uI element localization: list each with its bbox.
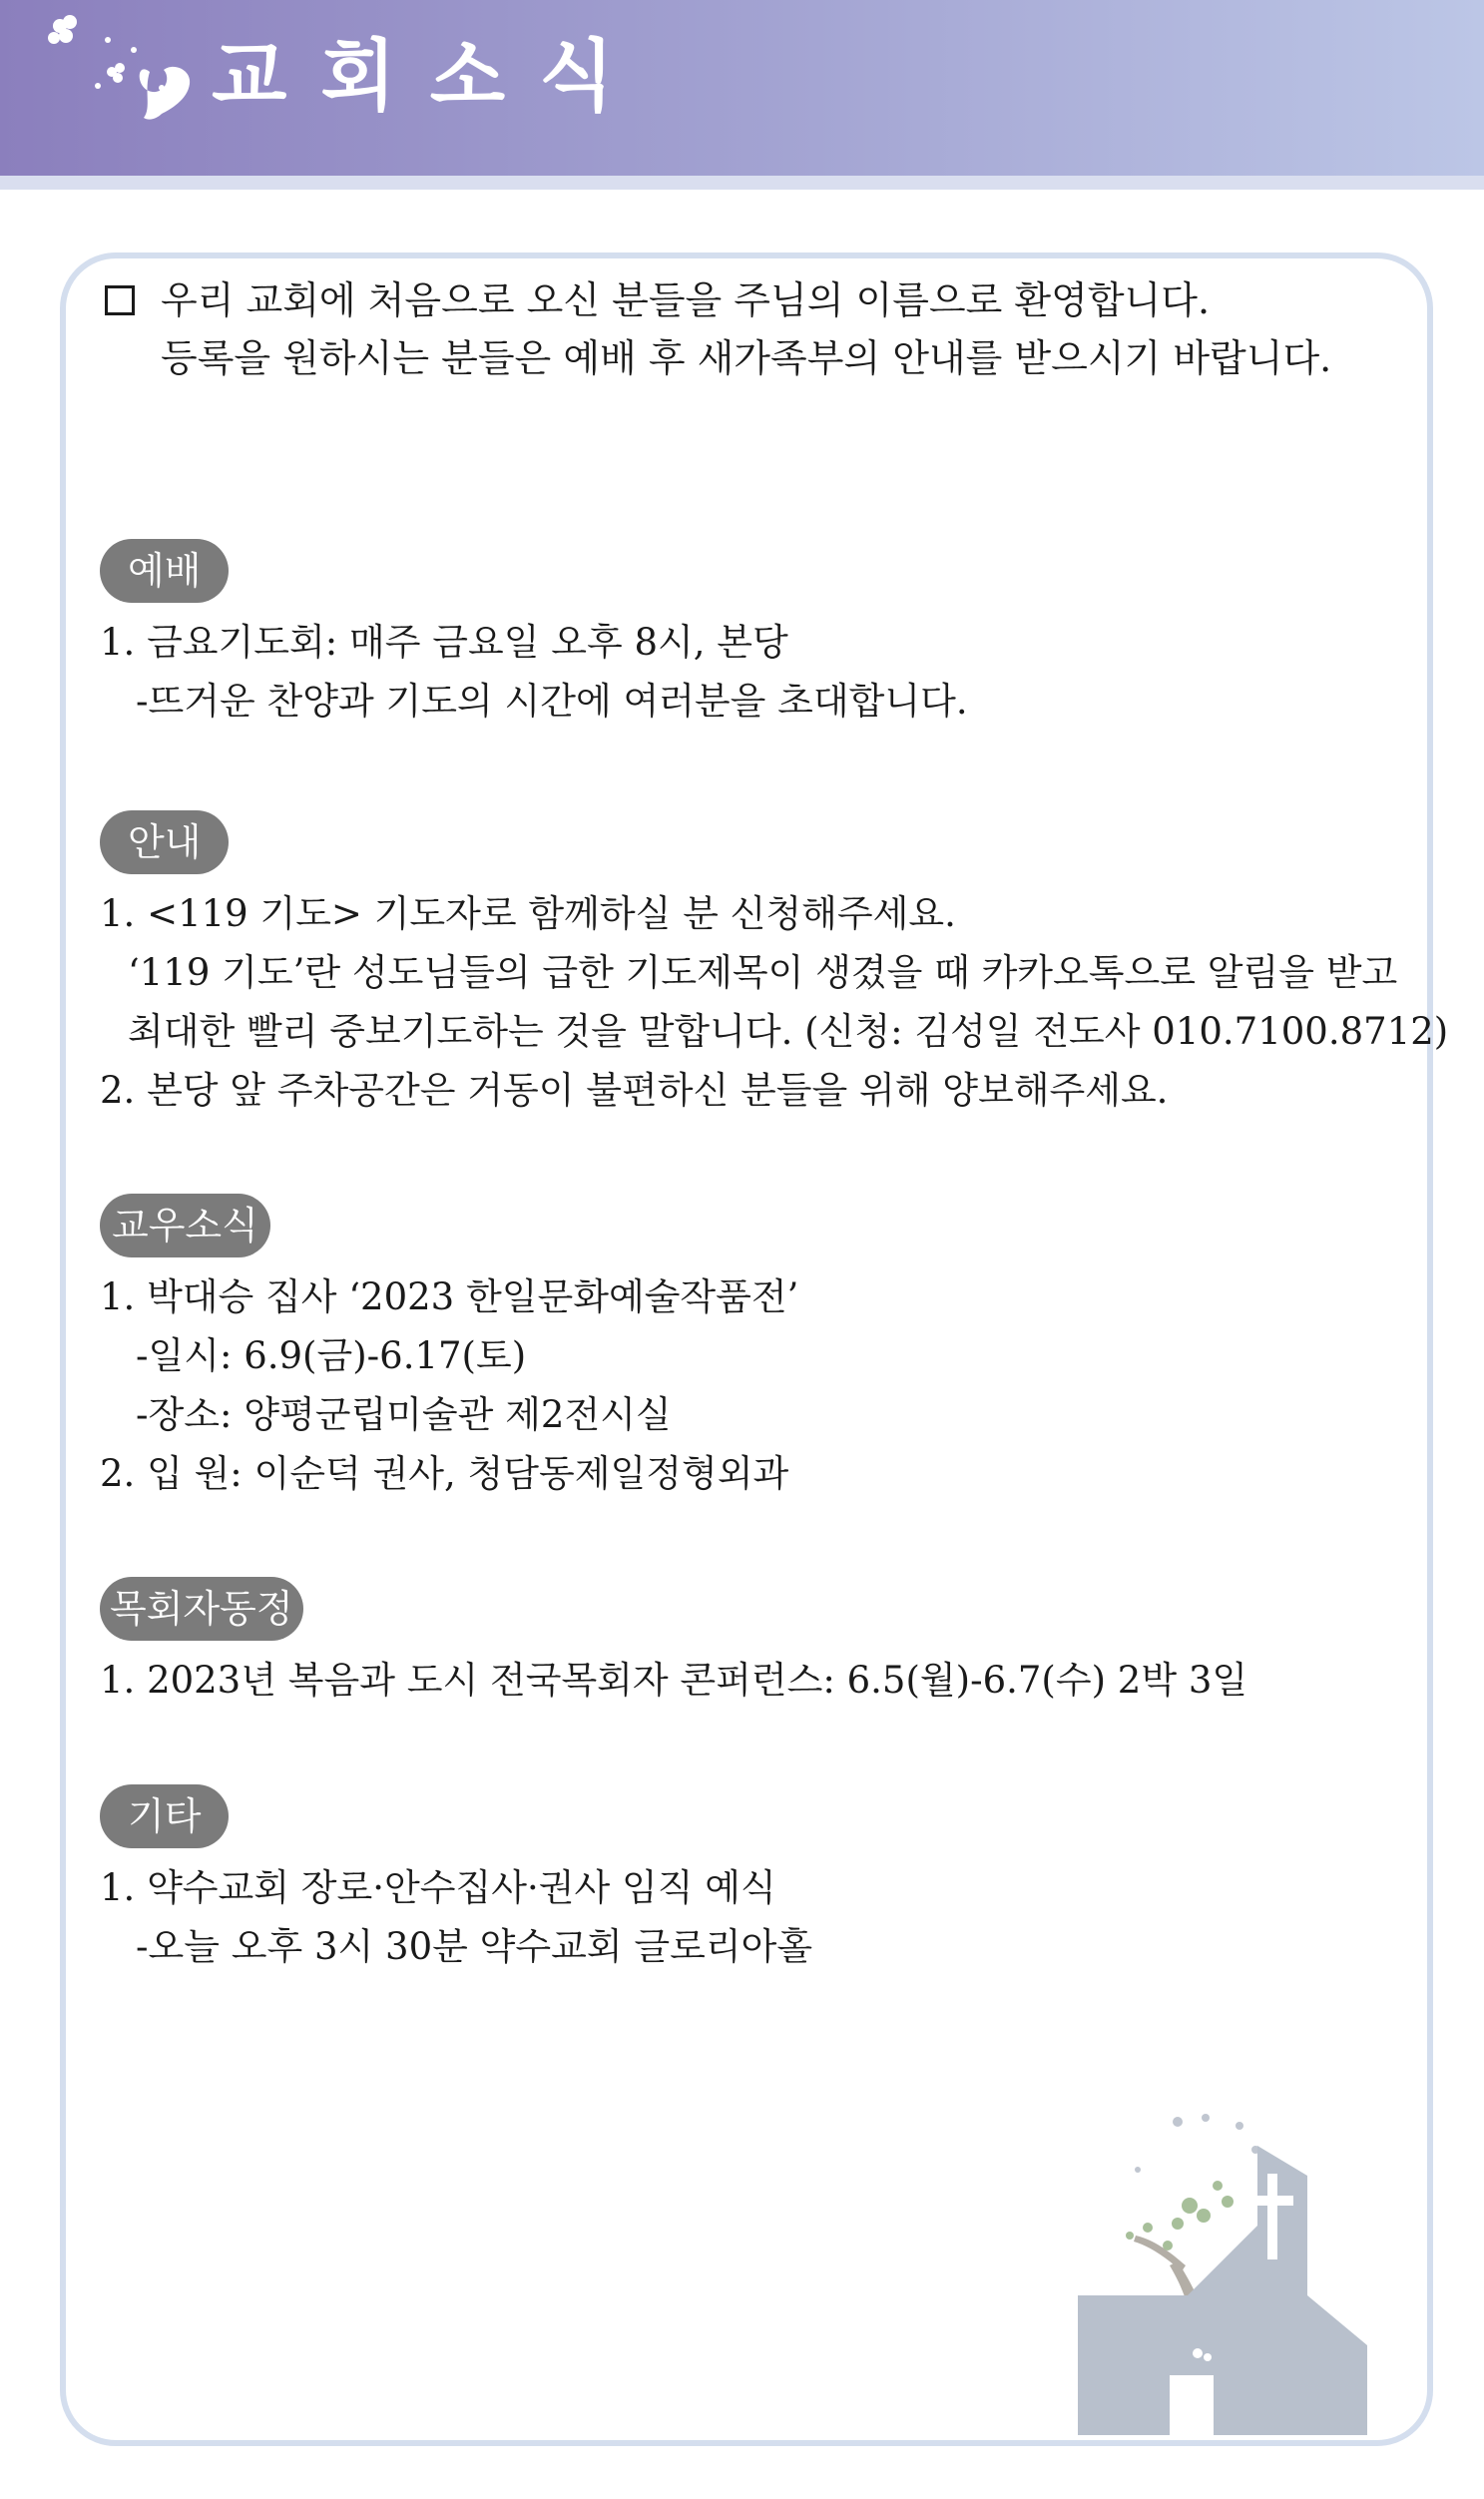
members-line: 1. 박대승 집사 ‘2023 한일문화예술작품전’	[100, 1275, 799, 1318]
page-title: 교회소식	[212, 32, 649, 122]
butterfly-icon	[40, 10, 210, 130]
section-pastor	[100, 1577, 1247, 1710]
section-label-pastor: 목회자동정	[100, 1577, 303, 1641]
notice-line: 2. 본당 앞 주차공간은 거동이 불편하신 분들을 위해 양보해주세요.	[100, 1069, 1169, 1112]
welcome-line-1: 우리 교회에 처음으로 오신 분들을 주님의 이름으로 환영합니다.	[161, 278, 1211, 322]
etc-line: -오늘 오후 3시 30분 약수교회 글로리아홀	[136, 1925, 813, 1968]
header-banner	[0, 0, 1484, 176]
section-members	[100, 1194, 798, 1503]
pastor-line: 1. 2023년 복음과 도시 전국목회자 콘퍼런스: 6.5(월)-6.7(수) 2박 3일	[100, 1659, 1248, 1702]
header-underline	[0, 176, 1484, 190]
section-label-worship: 예배	[100, 539, 229, 603]
worship-line: 1. 금요기도회: 매주 금요일 오후 8시, 본당	[100, 621, 788, 664]
welcome-line-2: 등록을 원하시는 분들은 예배 후 새가족부의 안내를 받으시기 바랍니다.	[161, 336, 1332, 380]
section-etc	[100, 1784, 812, 1976]
section-label-etc: 기타	[100, 1784, 229, 1848]
section-label-notice: 안내	[100, 810, 229, 874]
welcome-message	[105, 271, 1331, 387]
checkbox-bullet-icon	[105, 285, 135, 315]
notice-line: 1. <119 기도> 기도자로 함께하실 분 신청해주세요.	[100, 892, 956, 935]
etc-line: 1. 약수교회 장로·안수집사·권사 임직 예식	[100, 1866, 776, 1909]
members-line: -일시: 6.9(금)-6.17(토)	[136, 1334, 527, 1377]
members-line: 2. 입 원: 이순덕 권사, 청담동제일정형외과	[100, 1452, 789, 1495]
section-label-members: 교우소식	[100, 1194, 270, 1257]
members-line: -장소: 양평군립미술관 제2전시실	[136, 1393, 672, 1436]
notice-line: ‘119 기도’란 성도님들의 급한 기도제목이 생겼을 때 카카오톡으로 알림을 받고	[128, 951, 1398, 994]
notice-line: 최대한 빨리 중보기도하는 것을 말합니다. (신청: 김성일 전도사 010.7100.8712)	[128, 1010, 1449, 1053]
worship-line: -뜨거운 찬양과 기도의 시간에 여러분을 초대합니다.	[136, 680, 968, 723]
church-illustration	[1078, 2106, 1397, 2435]
section-worship	[100, 539, 968, 731]
section-notice	[100, 810, 1448, 1120]
